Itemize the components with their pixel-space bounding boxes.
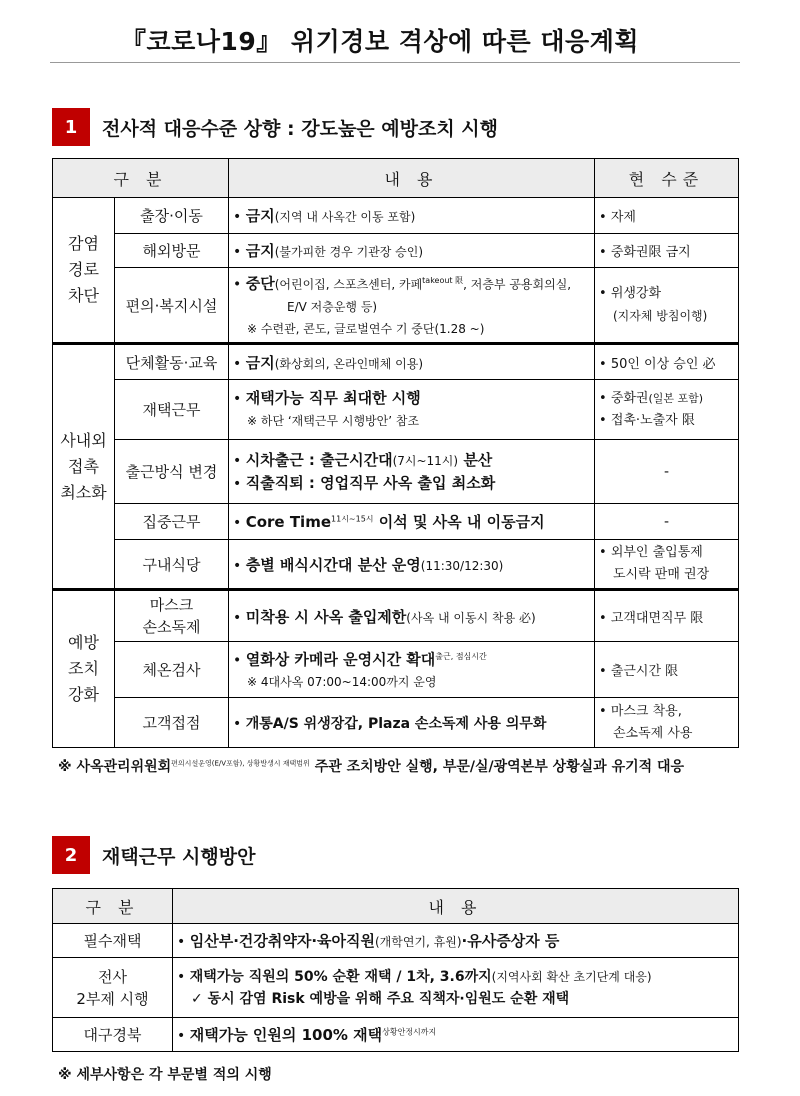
row-content: • 개통A/S 위생장갑, Plaza 손소독제 사용 의무화 xyxy=(229,698,595,748)
row-content: • 미착용 시 사옥 출입제한(사옥 내 이동시 착용 必) xyxy=(229,590,595,642)
row-label: 고객접점 xyxy=(115,698,229,748)
header-content: 내 용 xyxy=(229,159,595,198)
table-row xyxy=(53,958,739,1018)
section-2-header xyxy=(52,836,255,874)
group-infection-route: 감염 경로 차단 xyxy=(53,198,115,344)
row-label: 체온검사 xyxy=(115,642,229,698)
table-row xyxy=(53,590,739,642)
row-label: 출장·이동 xyxy=(115,198,229,234)
row-content: • 금지(화상회의, 온라인매체 이용) xyxy=(229,344,595,380)
row-label: 필수재택 xyxy=(53,924,173,958)
row-content: • 시차출근 : 출근시간대(7시~11시) 분산 • 직출직퇴 : 영업직무 사옥 출입 최소화 xyxy=(229,440,595,504)
row-content: • 금지(불가피한 경우 기관장 승인) xyxy=(229,234,595,268)
row-current: • 중화권限 금지 xyxy=(595,234,739,268)
table-row xyxy=(53,924,739,958)
section-1-footnote: ※ 사옥관리위원회$^{편의시설운영(E/V포함), 상황발생시 재택범위}$ 주관 조치방안 실행, 부문/실/광역본부 상황실과 유기적 대응 xyxy=(58,759,685,775)
row-content: • 재택가능 인원의 100% 재택$^{상황안정시까지}$ xyxy=(173,1018,739,1052)
row-current: • 자제 xyxy=(595,198,739,234)
row-current: • 고객대면직무 限 xyxy=(595,590,739,642)
section-1-header xyxy=(52,108,498,146)
row-current: • 마스크 착용, 손소독제 사용 xyxy=(595,698,739,748)
row-current: • 중화권(일본 포함) • 접촉·노출자 限 xyxy=(595,380,739,440)
section-2-footnote: ※ 세부사항은 각 부문별 적의 시행 xyxy=(58,1067,272,1083)
row-label: 단체활동·교육 xyxy=(115,344,229,380)
row-content: • 임산부·건강취약자·육아직원(개학연기, 휴원)·유사증상자 등 xyxy=(173,924,739,958)
table-row xyxy=(53,504,739,540)
row-label: 해외방문 xyxy=(115,234,229,268)
group-prevention: 예방 조치 강화 xyxy=(53,590,115,748)
row-current: • 위생강화 (지자체 방침이행) xyxy=(595,268,739,344)
row-content: • 중단(어린이집, 스포츠센터, 카페$^{takeout 限}$, 저층부 공용회의실, E/V 저층운행 등) ※ 수련관, 콘도, 글로벌연수 기 중단(1.28 ~) xyxy=(229,268,595,344)
header-category: 구 분 xyxy=(53,159,229,198)
row-current: • 출근시간 限 xyxy=(595,642,739,698)
remote-work-table xyxy=(52,888,739,1052)
row-label: 구내식당 xyxy=(115,540,229,590)
table-row xyxy=(53,234,739,268)
row-label: 편의·복지시설 xyxy=(115,268,229,344)
table-row xyxy=(53,540,739,590)
table-header-row xyxy=(53,159,739,198)
table-header-row xyxy=(53,889,739,924)
section-2-number: 2 xyxy=(52,836,90,874)
row-label: 출근방식 변경 xyxy=(115,440,229,504)
header-category: 구 분 xyxy=(53,889,173,924)
row-content: • Core Time$^{11시\sim 15시}$ 이석 및 사옥 내 이동금지 xyxy=(229,504,595,540)
row-content: • 재택가능 직원의 50% 순환 재택 / 1차, 3.6까지(지역사회 확산 초기단계 대응) ✓ 동시 감염 Risk 예방을 위해 주요 직책자·임원도 순환 재택 xyxy=(173,958,739,1018)
section-1-title: 전사적 대응수준 상향 : 강도높은 예방조치 시행 xyxy=(102,117,499,140)
row-label: 집중근무 xyxy=(115,504,229,540)
table-row xyxy=(53,642,739,698)
row-label: 전사 2부제 시행 xyxy=(53,958,173,1018)
section-2-title: 재택근무 시행방안 xyxy=(102,845,256,868)
table-row xyxy=(53,198,739,234)
row-label: 재택근무 xyxy=(115,380,229,440)
table-row xyxy=(53,380,739,440)
row-current: - xyxy=(595,504,739,540)
table-row xyxy=(53,344,739,380)
row-current: • 외부인 출입통제 도시락 판매 권장 xyxy=(595,540,739,590)
group-contact-minimize: 사내외 접촉 최소화 xyxy=(53,344,115,590)
page-title: 『코로나19』 위기경보 격상에 따른 대응계획 xyxy=(120,27,639,56)
table-row xyxy=(53,268,739,344)
row-content: • 열화상 카메라 운영시간 확대$^{출근, 점심시간}$ ※ 4대사옥 07:00~14:00까지 운영 xyxy=(229,642,595,698)
title-divider xyxy=(50,62,740,63)
row-current: • 50인 이상 승인 必 xyxy=(595,344,739,380)
table-row xyxy=(53,1018,739,1052)
row-content: • 층별 배식시간대 분산 운영(11:30/12:30) xyxy=(229,540,595,590)
row-label: 마스크 손소독제 xyxy=(115,590,229,642)
section-1-number: 1 xyxy=(52,108,90,146)
row-current: - xyxy=(595,440,739,504)
table-row xyxy=(53,440,739,504)
row-content: • 재택가능 직무 최대한 시행 ※ 하단 ‘재택근무 시행방안’ 참조 xyxy=(229,380,595,440)
row-content: • 금지(지역 내 사옥간 이동 포함) xyxy=(229,198,595,234)
header-current: 현 수준 xyxy=(595,159,739,198)
table-row xyxy=(53,698,739,748)
row-label: 대구경북 xyxy=(53,1018,173,1052)
response-level-table xyxy=(52,158,739,748)
header-content: 내 용 xyxy=(173,889,739,924)
